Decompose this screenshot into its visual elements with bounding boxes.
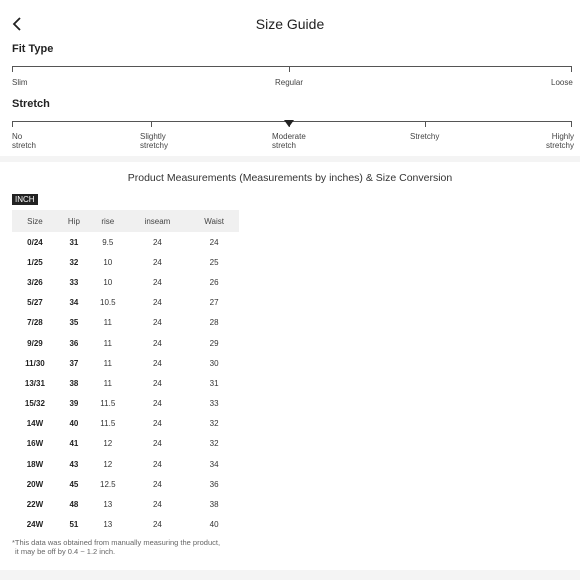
table-cell: 13 [103,520,113,530]
table-body [12,232,239,535]
table-cell: 32 [209,439,219,449]
table-cell: 38 [69,378,79,388]
fit-type-option-regular: Regular [275,78,304,87]
table-cell: 38 [209,500,219,510]
fit-type-option-slim: Slim [12,78,28,87]
table-cell: 10 [103,277,113,287]
table-cell: 39 [69,399,79,409]
stretch-option-moderate: Moderate stretch [272,132,306,150]
table-cell: 51 [69,520,79,530]
table-cell: 24 [209,237,219,247]
table-row [12,313,239,333]
table-cell: 11.5 [100,419,116,429]
stretch-option-stretchy: Stretchy [410,132,440,141]
table-cell: 24 [152,479,162,489]
column-header: Size [12,210,58,232]
table-cell: 41 [69,439,79,449]
stretch-tick [151,121,152,127]
table-row [12,474,239,494]
stretch-option-slightly: Slightly stretchy [140,132,169,150]
table-cell: 24 [152,500,162,510]
table-cell: 1/25 [27,257,43,267]
section-divider [0,156,580,162]
size-table [12,210,239,535]
stretch-tick [571,121,572,127]
table-cell: 36 [69,338,79,348]
table-cell: 12 [103,439,113,449]
stretch-tick [12,121,13,127]
stretch-label: Stretch [12,98,50,110]
table-cell: 24 [152,399,162,409]
stretch-selected-marker-icon [284,120,294,127]
table-cell: 0/24 [27,237,43,247]
fit-type-tick [12,66,13,72]
table-cell: 30 [209,358,219,368]
table-row [12,414,239,434]
measurements-title: Product Measurements (Measurements by inches) & Size Conversion [127,172,453,184]
table-row [12,252,239,272]
table-cell: 11.5 [100,399,116,409]
fit-type-label: Fit Type [12,43,54,55]
table-row [12,373,239,393]
stretch-tick [425,121,426,127]
table-cell: 31 [69,237,79,247]
table-cell: 24 [152,358,162,368]
table-cell: 24 [152,520,162,530]
table-cell: 45 [69,479,79,489]
table-header-row [12,210,239,232]
table-row [12,353,239,373]
table-cell: 3/26 [27,277,43,287]
table-row [12,293,239,313]
table-cell: 16W [26,439,44,449]
column-header: rise [90,210,126,232]
table-cell: 36 [209,479,219,489]
table-cell: 24 [152,318,162,328]
table-cell: 24 [152,419,162,429]
table-row [12,272,239,292]
table-cell: 24 [152,298,162,308]
fit-type-tick [289,66,290,72]
table-cell: 33 [209,399,219,409]
table-cell: 9.5 [102,237,114,247]
footnote-line: it may be off by 0.4 ~ 1.2 inch. [15,547,116,556]
table-cell: 11 [103,318,112,328]
table-cell: 28 [209,318,219,328]
table-cell: 14W [26,419,44,429]
table-cell: 18W [26,459,44,469]
footnote [12,538,220,556]
table-cell: 24 [152,237,162,247]
table-cell: 33 [69,277,79,287]
table-row [12,232,239,252]
table-cell: 48 [69,500,79,510]
column-header: inseam [126,210,190,232]
table-cell: 20W [26,479,44,489]
table-row [12,333,239,353]
table-cell: 11/30 [25,358,45,368]
fit-type-option-loose: Loose [551,78,573,87]
table-cell: 40 [69,419,79,429]
table-cell: 12.5 [100,479,116,489]
table-cell: 11 [103,378,112,388]
table-cell: 32 [209,419,219,429]
table-cell: 7/28 [27,318,43,328]
table-row [12,434,239,454]
table-cell: 31 [209,378,219,388]
page-title: Size Guide [255,16,325,32]
table-cell: 37 [69,358,79,368]
table-cell: 43 [69,459,79,469]
bottom-bar [0,570,580,580]
table-row [12,515,239,535]
footnote-line: *This data was obtained from manually measuring the product, [12,538,221,547]
header [0,0,580,46]
table-cell: 24 [152,439,162,449]
table-row [12,454,239,474]
table-cell: 15/32 [24,399,45,409]
table-cell: 24 [152,277,162,287]
table-cell: 11 [103,358,112,368]
column-header: Hip [58,210,90,232]
table-cell: 24 [152,257,162,267]
column-header: Waist [189,210,239,232]
table-cell: 12 [103,459,113,469]
table-cell: 40 [209,520,219,530]
table-cell: 10.5 [100,298,116,308]
table-cell: 13 [103,500,113,510]
table-cell: 13/31 [24,378,45,388]
table-cell: 22W [26,500,44,510]
table-cell: 32 [69,257,79,267]
fit-type-tick [571,66,572,72]
table-cell: 34 [209,459,219,469]
fit-type-line [12,66,572,67]
table-cell: 27 [209,298,219,308]
table-cell: 5/27 [27,298,43,308]
table-cell: 11 [103,338,112,348]
table-cell: 9/29 [27,338,43,348]
table-cell: 25 [209,257,219,267]
table-row [12,494,239,514]
table-cell: 29 [209,338,219,348]
table-cell: 35 [69,318,79,328]
table-cell: 24 [152,338,162,348]
table-cell: 34 [69,298,79,308]
table-cell: 24 [152,378,162,388]
unit-tab-inch[interactable]: INCH [12,194,38,205]
table-row [12,394,239,414]
table-cell: 10 [103,257,113,267]
table-cell: 24 [152,459,162,469]
stretch-option-no: No stretch [12,132,37,150]
stretch-option-highly: Highly stretchy [545,132,574,150]
table-cell: 26 [209,277,219,287]
table-cell: 24W [26,520,44,530]
